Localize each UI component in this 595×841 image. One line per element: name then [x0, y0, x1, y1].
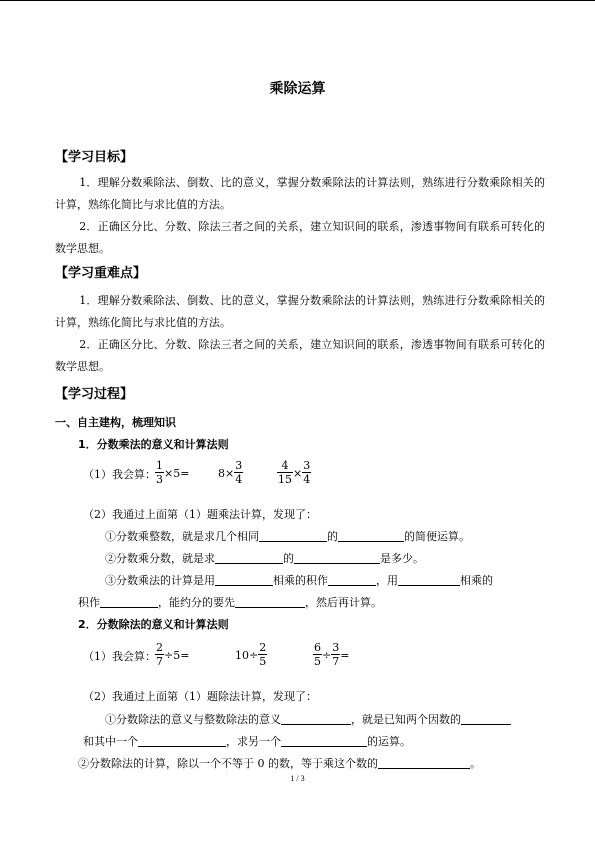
fill-blank[interactable]	[259, 529, 327, 542]
fill-blank[interactable]	[328, 573, 376, 586]
division-heading: 2．分数除法的意义和计算法则	[78, 618, 229, 631]
fill-blank[interactable]	[378, 756, 470, 769]
mult-question-2: （2）我通过上面第（1）题乘法计算，发现了：	[83, 508, 317, 521]
mult-item-3-continued: 积作 ，能约分的要先 ，然后再计算。	[78, 596, 382, 609]
key-paragraph-1: 1．理解分数乘除法、倒数、比的意义，掌握分数乘除法的计算法则，熟练进行分数乘除相关的计算，熟练化简比与求比值的方法。	[55, 294, 545, 329]
fill-blank[interactable]	[338, 529, 404, 542]
part-one-heading: 一、自主建构，梳理知识	[55, 416, 176, 429]
mult-item-1: ①分数乘整数，就是求几个相同 的 的简便运算。	[105, 530, 470, 543]
div-item-1-continued: 和其中一个 ，求另一个 的运算。	[83, 735, 411, 748]
page-title: 乘除运算	[269, 81, 326, 97]
fill-blank[interactable]	[100, 595, 158, 608]
fill-blank[interactable]	[461, 712, 511, 725]
fill-blank[interactable]	[281, 734, 367, 747]
goals-paragraph-2: 2．正确区分比、分数、除法三者之间的关系，建立知识间的联系，渗透事物间有联系可转化的数学思想。	[55, 220, 545, 255]
fill-blank[interactable]	[215, 573, 273, 586]
key-paragraph-2: 2．正确区分比、分数、除法三者之间的关系，建立知识间的联系，渗透事物间有联系可转化的数学思想。	[55, 338, 545, 373]
fill-blank[interactable]	[281, 712, 351, 725]
mult-expression-3: $\frac{4}{15}$ × $\frac{3}{4}$	[278, 459, 311, 486]
mult-item-3: ③分数乘法的计算是用 相乘的积作 ，用 相乘的	[105, 574, 493, 587]
div-expression-1: $\frac{2}{7}$ ÷5=	[156, 641, 190, 668]
section-heading-goals: 【学习目标】	[55, 150, 134, 165]
fill-blank[interactable]	[235, 595, 305, 608]
div-question-2: （2）我通过上面第（1）题除法计算，发现了：	[83, 690, 317, 703]
multiplication-heading: 1．分数乘法的意义和计算法则	[78, 438, 229, 451]
fill-blank[interactable]	[138, 734, 226, 747]
div-question-1-label: （1）我会算：	[83, 650, 156, 663]
div-item-1: ①分数除法的意义与整数除法的意义 ，就是已知两个因数的	[105, 711, 511, 727]
div-expression-3: $\frac{6}{5}$ ÷ $\frac{3}{7}$ =	[314, 641, 350, 668]
page-number: 1 / 3	[290, 774, 305, 783]
mult-item-2: ②分数乘分数，就是求 的 是多少。	[105, 552, 424, 565]
div-item-2: ②分数除法的计算，除以一个不等于 0 的数，等于乘这个数的 。	[78, 757, 481, 770]
div-expression-2: 10÷ $\frac{2}{5}$	[235, 641, 267, 668]
top-rule	[0, 0, 595, 1]
goals-paragraph-1: 1．理解分数乘除法、倒数、比的意义，掌握分数乘除法的计算法则，熟练进行分数乘除相关的计算，熟练化简比与求比值的方法。	[55, 176, 545, 211]
section-heading-key-points: 【学习重难点】	[55, 266, 147, 281]
fill-blank[interactable]	[294, 551, 380, 564]
section-heading-process: 【学习过程】	[55, 387, 134, 402]
fill-blank[interactable]	[398, 573, 460, 586]
mult-expression-1: $\frac{1}{3}$ ×5=	[156, 459, 190, 486]
mult-question-1-label: （1）我会算：	[83, 468, 156, 481]
mult-expression-2: 8× $\frac{3}{4}$	[218, 459, 243, 486]
fill-blank[interactable]	[215, 551, 283, 564]
